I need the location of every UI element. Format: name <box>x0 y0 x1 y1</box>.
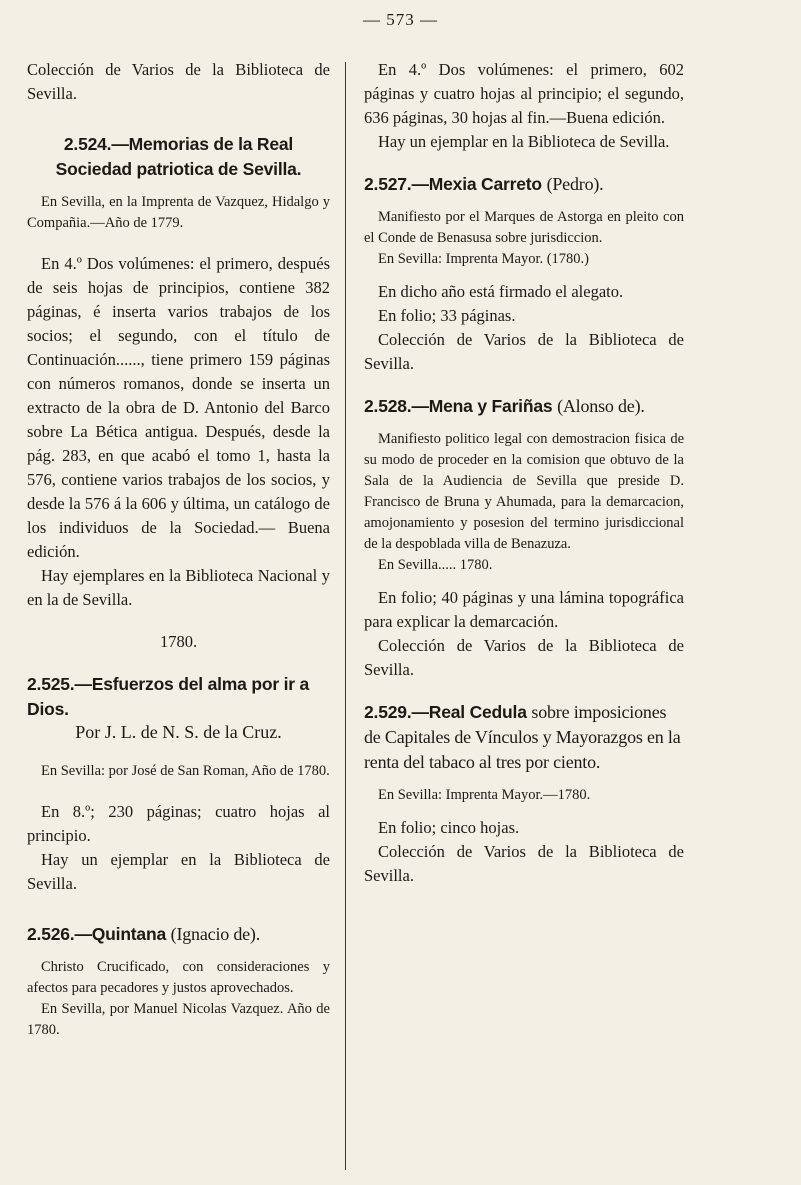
entry-2527-collection: Colección de Varios de la Biblioteca de Sevilla. <box>364 330 684 373</box>
continuation-copies: Hay un ejemplar en la Biblioteca de Sevilla. <box>378 132 670 151</box>
entry-2524-copies: Hay ejemplares en la Biblioteca Nacional y en la de Sevilla. <box>27 566 330 609</box>
entry-2527-format: En folio; 33 páginas. <box>378 306 516 325</box>
entry-2527-publication: En Sevilla: Imprenta Mayor. (1780.) <box>378 251 590 267</box>
entry-2528-collection: Colección de Varios de la Biblioteca de Sevilla. <box>364 636 684 679</box>
entry-2524-publication: En Sevilla, en la Imprenta de Vazquez, Hidalgo y Compañia.—Año de 1779. <box>27 194 330 231</box>
entry-2529-heading-num: 2.529.—Real Cedula <box>364 702 527 722</box>
entry-2528-heading-rest: (Alonso de). <box>557 396 645 416</box>
entry-2525-publication: En Sevilla: por José de San Roman, Año de 1780. <box>41 763 330 779</box>
entry-2529-publication: En Sevilla: Imprenta Mayor.—1780. <box>378 787 591 803</box>
entry-2527-heading <box>364 172 684 197</box>
entry-2529-heading-rest: sobre imposiciones de Capitales de Vínculos y Mayorazgos en la renta del tabaco al tres por ciento. <box>364 702 681 772</box>
year-heading: 1780. <box>159 632 198 651</box>
entry-2526-publication: En Sevilla, por Manuel Nicolas Vazquez. Año de 1780. <box>27 1001 330 1038</box>
left-column <box>27 58 330 1041</box>
entry-2528-heading-num: 2.528.—Mena y Fariñas <box>364 396 553 416</box>
entry-2524-heading: 2.524.—Memorias de la Real Sociedad patriotica de Sevilla. <box>55 134 302 179</box>
entry-2525-copies: Hay un ejemplar en la Biblioteca de Sevilla. <box>27 850 330 893</box>
entry-2527-description: Manifiesto por el Marques de Astorga en pleito con el Conde de Benasusa sobre jurisdiccion. <box>364 209 684 246</box>
entry-2528-description: Manifiesto politico legal con demostracion fisica de su modo de proceder en la comision que obtuvo de la Sala de la Audiencia de Sevilla que preside D. Francisco de Bruna y Ahumada, para la demarcacion, amojonamiento y posesion del termino jurisdiccional de la despoblada villa de Benazuza. <box>364 431 684 552</box>
entry-2527-heading-num: 2.527.—Mexia Carreto <box>364 174 542 194</box>
column-divider <box>345 62 346 1170</box>
entry-2526-heading-num: 2.526.—Quintana <box>27 924 166 944</box>
entry-2525-author: Por J. L. de N. S. de la Cruz. <box>75 722 282 742</box>
intro-text: Colección de Varios de la Biblioteca de Sevilla. <box>27 60 330 103</box>
right-column <box>364 58 684 888</box>
entry-2529-format: En folio; cinco hojas. <box>378 818 520 837</box>
entry-2527-heading-rest: (Pedro). <box>546 174 604 194</box>
entry-2525-heading: 2.525.—Esfuerzos del alma por ir a Dios. <box>27 674 310 719</box>
entry-2526-description: Christo Crucificado, con consideraciones y afectos para pecadores y justos aprovechados. <box>27 959 330 996</box>
entry-2528-heading <box>364 394 684 419</box>
entry-2528-format: En folio; 40 páginas y una lámina topográfica para explicar la demarcación. <box>364 588 684 631</box>
page-number: — 573 — <box>363 10 438 29</box>
continuation-description: En 4.º Dos volúmenes: el primero, 602 páginas y cuatro hojas al principio; el segundo, 636 páginas, 30 hojas al fin.—Buena edición. <box>364 60 684 127</box>
entry-2528-publication: En Sevilla..... 1780. <box>378 557 493 573</box>
entry-2526-heading <box>27 922 330 947</box>
entry-2526-heading-rest: (Ignacio de). <box>170 924 261 944</box>
entry-2527-note: En dicho año está firmado el alegato. <box>378 282 624 301</box>
entry-2525-description: En 8.º; 230 páginas; cuatro hojas al principio. <box>27 802 330 845</box>
entry-2529-heading <box>364 700 684 775</box>
entry-2529-collection: Colección de Varios de la Biblioteca de Sevilla. <box>364 842 684 885</box>
entry-2524-description: En 4.º Dos volúmenes: el primero, después de seis hojas de principios, contiene 382 páginas, é inserta varios trabajos de los socios; el segundo, con el título de Continuación......, tiene primero 159 páginas con números romanos, donde se inserta un extracto de la obra de D. Antonio del Barco sobre La Bética antigua. Después, desde la pág. 283, en que acabó el tomo 1, hasta la 576, contiene varios trabajos de los socios, y desde la 576 á la 606 y última, un catálogo de los individuos de la Sociedad.— Buena edición. <box>27 254 330 561</box>
